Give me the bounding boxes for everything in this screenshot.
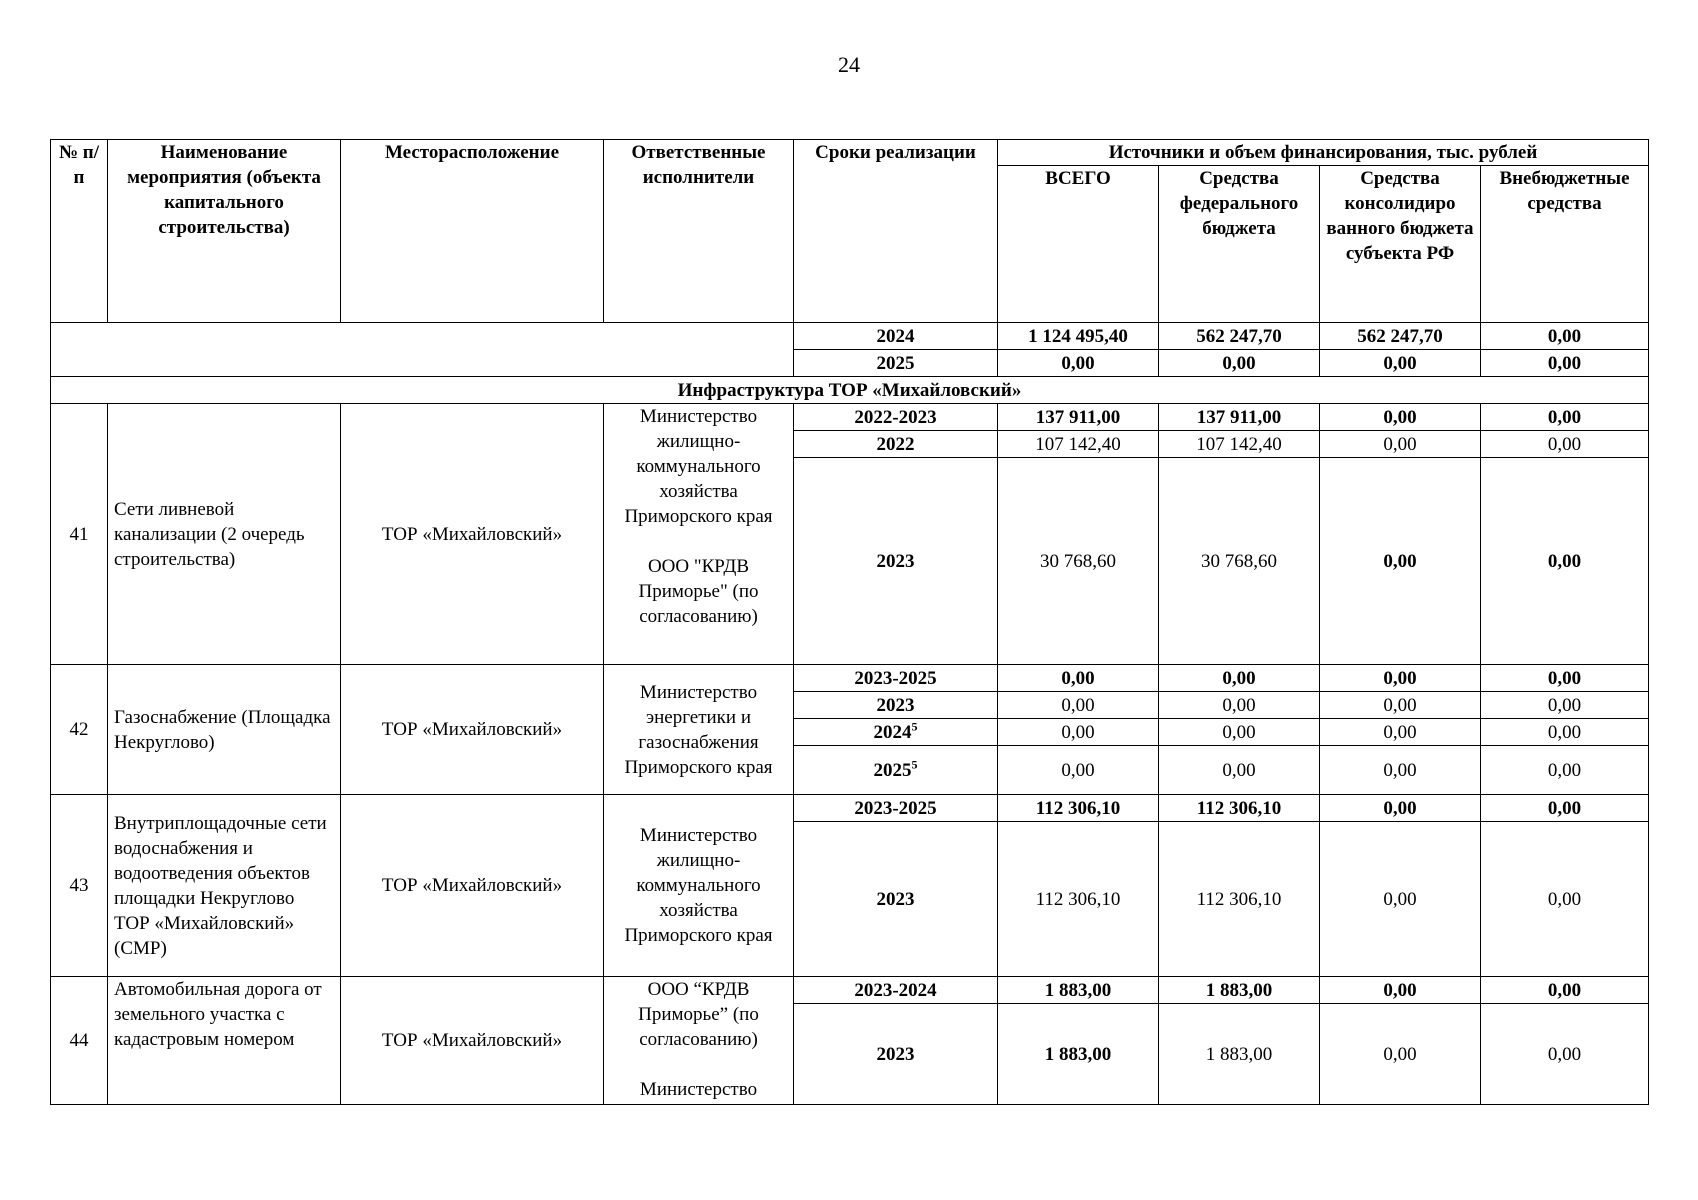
regional-cell: 0,00 bbox=[1320, 431, 1481, 458]
item-location: ТОР «Михайловский» bbox=[341, 977, 604, 1105]
extra-cell: 0,00 bbox=[1481, 692, 1649, 719]
responsible-primary: ООО “КРДВ Приморье” (по согласованию) bbox=[638, 979, 759, 1050]
regional-cell: 0,00 bbox=[1320, 665, 1481, 692]
item-name: Автомобильная дорога от земельного участка с кадастровым номером bbox=[108, 977, 341, 1105]
summary-blank bbox=[51, 323, 794, 377]
item-responsible bbox=[604, 977, 794, 1105]
total-cell: 1 124 495,40 bbox=[998, 323, 1159, 350]
total-cell: 137 911,00 bbox=[998, 404, 1159, 431]
table-row bbox=[51, 665, 1649, 692]
year-value: 2024 bbox=[873, 721, 912, 743]
item-location: ТОР «Михайловский» bbox=[341, 665, 604, 795]
item-name: Газоснабжение (Площадка Некруглово) bbox=[108, 665, 341, 795]
extra-cell: 0,00 bbox=[1481, 977, 1649, 1004]
header-terms: Сроки реализации bbox=[794, 140, 998, 323]
header-total: ВСЕГО bbox=[998, 166, 1159, 323]
regional-cell: 0,00 bbox=[1320, 692, 1481, 719]
section-title: Инфраструктура ТОР «Михайловский» bbox=[51, 377, 1649, 404]
table-row bbox=[51, 977, 1649, 1004]
header-regional: Средства консолидиро ванного бюджета субъекта РФ bbox=[1320, 166, 1481, 323]
extra-cell: 0,00 bbox=[1481, 719, 1649, 746]
item-no: 42 bbox=[51, 665, 108, 795]
total-cell: 1 883,00 bbox=[998, 977, 1159, 1004]
year-cell bbox=[794, 746, 998, 795]
year-cell: 2022 bbox=[794, 431, 998, 458]
regional-cell: 0,00 bbox=[1320, 822, 1481, 977]
extra-cell: 0,00 bbox=[1481, 458, 1649, 665]
extra-cell: 0,00 bbox=[1481, 350, 1649, 377]
total-cell: 0,00 bbox=[998, 746, 1159, 795]
funding-table bbox=[50, 139, 1649, 1105]
year-cell: 2023-2024 bbox=[794, 977, 998, 1004]
total-cell: 0,00 bbox=[998, 665, 1159, 692]
year-value: 2025 bbox=[873, 759, 912, 781]
extra-cell: 0,00 bbox=[1481, 404, 1649, 431]
federal-cell: 0,00 bbox=[1159, 665, 1320, 692]
extra-cell: 0,00 bbox=[1481, 431, 1649, 458]
regional-cell: 0,00 bbox=[1320, 458, 1481, 665]
header-name: Наименование мероприятия (объекта капитального строительства) bbox=[108, 140, 341, 323]
extra-cell: 0,00 bbox=[1481, 822, 1649, 977]
item-responsible bbox=[604, 404, 794, 665]
responsible-secondary: ООО "КРДВ Приморье" (по согласованию) bbox=[638, 556, 759, 627]
header-extrabudget: Внебюджетные средства bbox=[1481, 166, 1649, 323]
regional-cell: 0,00 bbox=[1320, 795, 1481, 822]
header-responsible: Ответственные исполнители bbox=[604, 140, 794, 323]
total-cell: 112 306,10 bbox=[998, 795, 1159, 822]
responsible-primary: Министерство жилищно-коммунального хозяйства Приморского края bbox=[624, 406, 773, 527]
item-location: ТОР «Михайловский» bbox=[341, 404, 604, 665]
item-name: Сети ливневой канализации (2 очередь строительства) bbox=[108, 404, 341, 665]
regional-cell: 562 247,70 bbox=[1320, 323, 1481, 350]
total-cell: 107 142,40 bbox=[998, 431, 1159, 458]
table-row bbox=[51, 795, 1649, 822]
year-cell: 2025 bbox=[794, 350, 998, 377]
extra-cell: 0,00 bbox=[1481, 746, 1649, 795]
total-cell: 1 883,00 bbox=[998, 1004, 1159, 1105]
regional-cell: 0,00 bbox=[1320, 977, 1481, 1004]
federal-cell: 112 306,10 bbox=[1159, 822, 1320, 977]
year-cell: 2022-2023 bbox=[794, 404, 998, 431]
federal-cell: 30 768,60 bbox=[1159, 458, 1320, 665]
federal-cell: 107 142,40 bbox=[1159, 431, 1320, 458]
total-cell: 112 306,10 bbox=[998, 822, 1159, 977]
federal-cell: 0,00 bbox=[1159, 719, 1320, 746]
federal-cell: 1 883,00 bbox=[1159, 1004, 1320, 1105]
year-cell: 2023-2025 bbox=[794, 665, 998, 692]
total-cell: 0,00 bbox=[998, 719, 1159, 746]
year-cell: 2024 bbox=[794, 323, 998, 350]
federal-cell: 0,00 bbox=[1159, 692, 1320, 719]
regional-cell: 0,00 bbox=[1320, 746, 1481, 795]
page-number: 24 bbox=[838, 52, 860, 77]
year-cell bbox=[794, 719, 998, 746]
year-cell: 2023 bbox=[794, 692, 998, 719]
extra-cell: 0,00 bbox=[1481, 665, 1649, 692]
year-cell: 2023 bbox=[794, 458, 998, 665]
regional-cell: 0,00 bbox=[1320, 1004, 1481, 1105]
extra-cell: 0,00 bbox=[1481, 1004, 1649, 1105]
total-cell: 0,00 bbox=[998, 692, 1159, 719]
year-cell: 2023 bbox=[794, 1004, 998, 1105]
federal-cell: 137 911,00 bbox=[1159, 404, 1320, 431]
table-row bbox=[51, 404, 1649, 431]
federal-cell: 0,00 bbox=[1159, 746, 1320, 795]
federal-cell: 562 247,70 bbox=[1159, 323, 1320, 350]
year-cell: 2023-2025 bbox=[794, 795, 998, 822]
regional-cell: 0,00 bbox=[1320, 719, 1481, 746]
header-location: Месторасположение bbox=[341, 140, 604, 323]
footnote-mark: 5 bbox=[911, 719, 918, 734]
footnote-mark: 5 bbox=[911, 757, 918, 772]
federal-cell: 0,00 bbox=[1159, 350, 1320, 377]
total-cell: 0,00 bbox=[998, 350, 1159, 377]
summary-row bbox=[51, 323, 1649, 350]
header-funding: Источники и объем финансирования, тыс. рублей bbox=[998, 140, 1649, 166]
regional-cell: 0,00 bbox=[1320, 404, 1481, 431]
federal-cell: 112 306,10 bbox=[1159, 795, 1320, 822]
item-no: 44 bbox=[51, 977, 108, 1105]
federal-cell: 1 883,00 bbox=[1159, 977, 1320, 1004]
regional-cell: 0,00 bbox=[1320, 350, 1481, 377]
total-cell: 30 768,60 bbox=[998, 458, 1159, 665]
extra-cell: 0,00 bbox=[1481, 323, 1649, 350]
header-federal: Средства федерального бюджета bbox=[1159, 166, 1320, 323]
responsible-secondary: Министерство bbox=[639, 1079, 758, 1100]
header-no: № п/п bbox=[51, 140, 108, 323]
item-responsible: Министерство энергетики и газоснабжения Приморского края bbox=[604, 665, 794, 795]
year-cell: 2023 bbox=[794, 822, 998, 977]
item-name: Внутриплощадочные сети водоснабжения и водоотведения объектов площадки Некруглово ТОР «Михайловский» (СМР) bbox=[108, 795, 341, 977]
item-responsible: Министерство жилищно-коммунального хозяйства Приморского края bbox=[604, 795, 794, 977]
extra-cell: 0,00 bbox=[1481, 795, 1649, 822]
item-no: 41 bbox=[51, 404, 108, 665]
item-no: 43 bbox=[51, 795, 108, 977]
item-location: ТОР «Михайловский» bbox=[341, 795, 604, 977]
